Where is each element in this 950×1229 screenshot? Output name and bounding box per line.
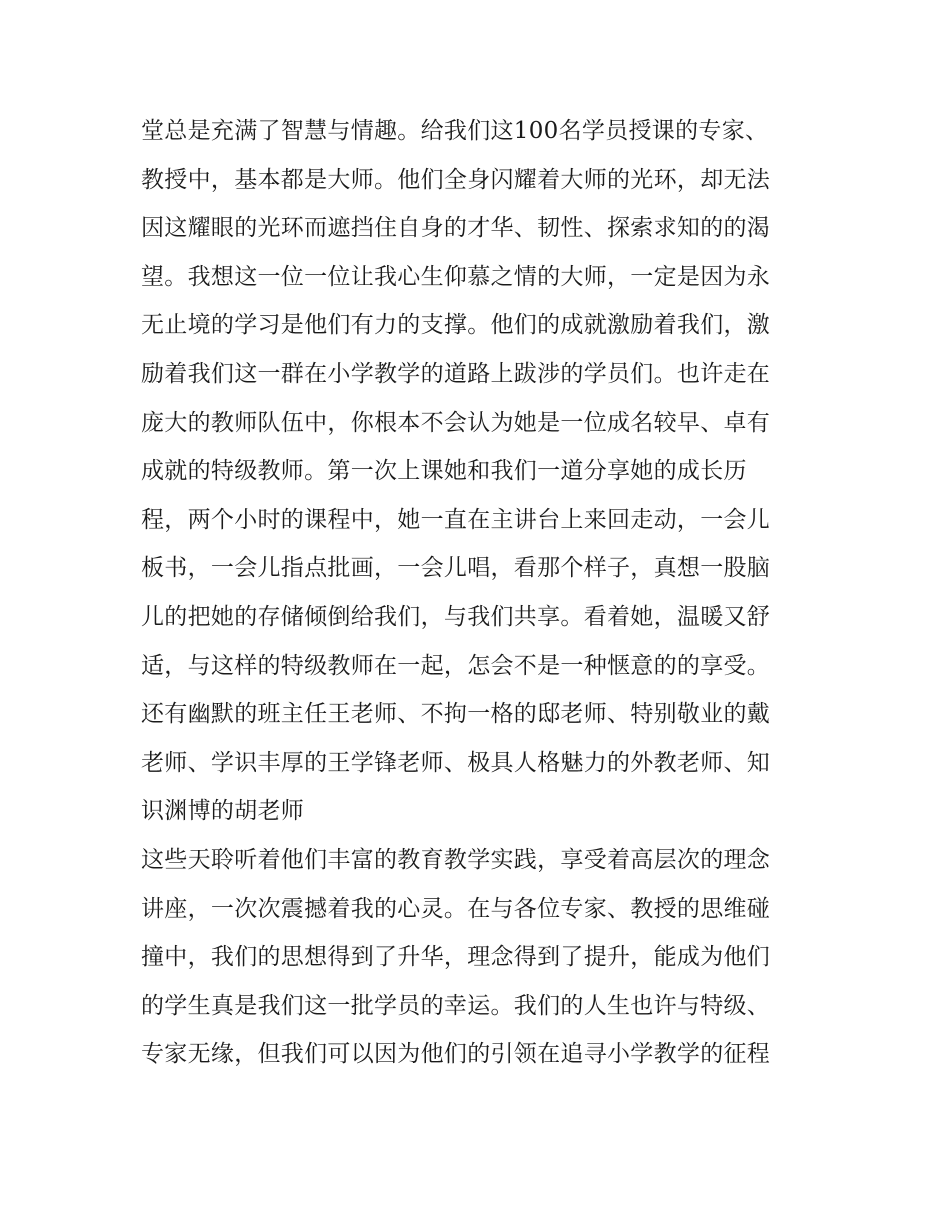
text-line: 的学生真是我们这一批学员的幸运。我们的人生也许与特级、: [141, 992, 771, 1019]
text-line: 板书，一会儿指点批画，一会儿唱，看那个样子，真想一股脑: [141, 555, 771, 582]
text-line: 识渊博的胡老师: [141, 798, 305, 825]
text-line: 堂总是充满了智慧与情趣。给我们这100名学员授课的专家、: [141, 118, 769, 144]
text-line: 专家无缘，但我们可以因为他们的引领在追寻小学教学的征程: [141, 1041, 771, 1068]
text-line: 老师、学识丰厚的王学锋老师、极具人格魅力的外教老师、知: [141, 749, 771, 776]
text-line: 无止境的学习是他们有力的支撑。他们的成就激励着我们，激: [141, 312, 771, 339]
text-line: 适，与这样的特级教师在一起，怎会不是一种惬意的的享受。: [141, 652, 771, 679]
text-line: 儿的把她的存储倾倒给我们，与我们共享。看着她，温暖又舒: [141, 603, 771, 630]
text-line: 还有幽默的班主任王老师、不拘一格的邸老师、特别敬业的戴: [141, 701, 771, 728]
text-line: 教授中，基本都是大师。他们全身闪耀着大师的光环，却无法: [141, 166, 771, 193]
text-line: 这些天聆听着他们丰富的教育教学实践，享受着高层次的理念: [141, 846, 771, 873]
text-line: 程，两个小时的课程中，她一直在主讲台上来回走动，一会儿: [141, 506, 771, 533]
text-line: 望。我想这一位一位让我心生仰慕之情的大师，一定是因为永: [141, 263, 771, 290]
text-line: 庞大的教师队伍中，你根本不会认为她是一位成名较早、卓有: [141, 409, 771, 436]
text-line: 讲座，一次次震撼着我的心灵。在与各位专家、教授的思维碰: [141, 895, 771, 922]
body-text: [141, 107, 841, 1079]
text-line: 因这耀眼的光环而遮挡住自身的才华、韧性、探索求知的的渴: [141, 215, 771, 242]
text-line: 成就的特级教师。第一次上课她和我们一道分享她的成长历: [141, 458, 747, 485]
text-line: 撞中，我们的思想得到了升华，理念得到了提升，能成为他们: [141, 944, 771, 971]
text-line: 励着我们这一群在小学教学的道路上跋涉的学员们。也许走在: [141, 360, 771, 387]
